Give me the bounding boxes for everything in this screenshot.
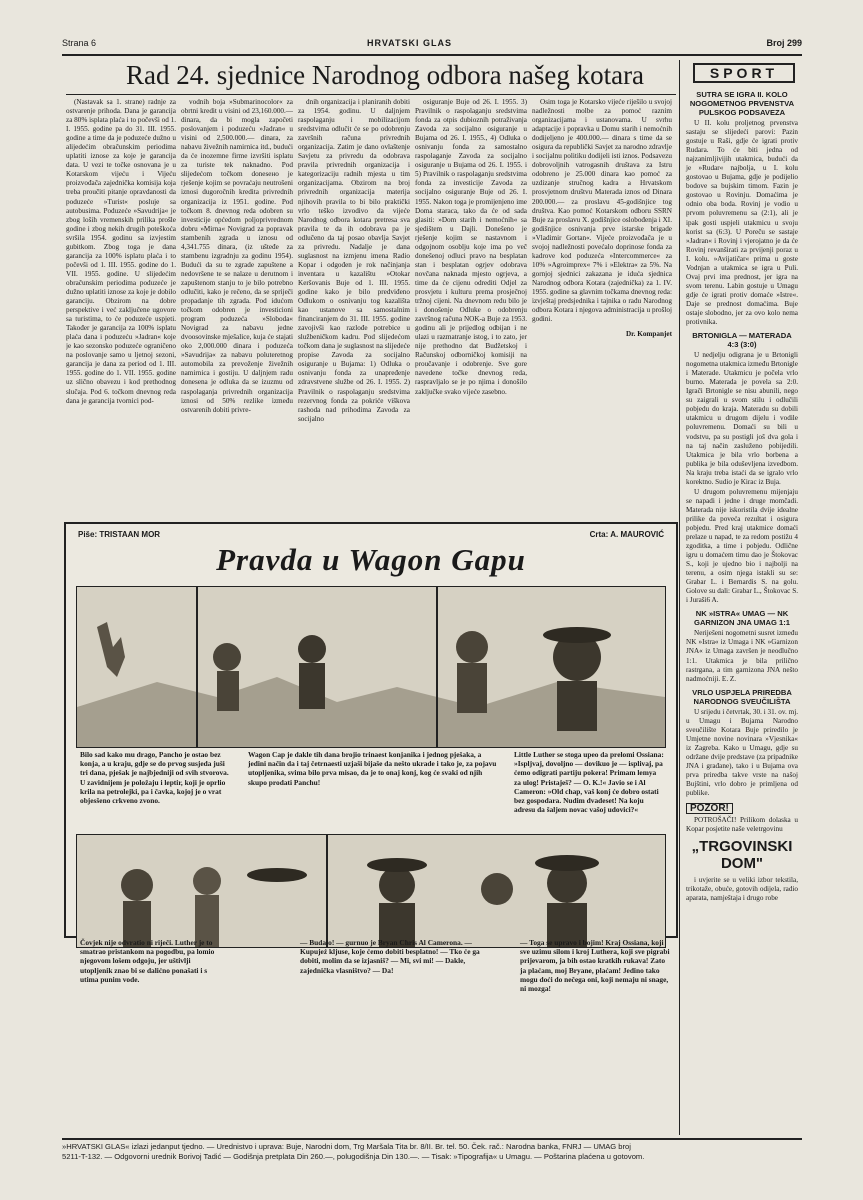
sport-column-rule [679, 60, 680, 1135]
masthead-name: HRVATSKI GLAS [367, 38, 453, 48]
sport-headline-1: SUTRA SE IGRA II. KOLO NOGOMETNOG PRVENSTVA PULSKOG PODSAVEZA [689, 90, 795, 117]
comic-panel-bottom [76, 834, 666, 948]
comic-illustration-top [77, 587, 665, 747]
comic-caption-4: Čovjek nije odvratio ni riječi. Luther je to smatrao pristankom na pogodbu, pa lomio njegovom lošem odgoju, jer uštivlji utopljenik znao bi se dalićno ponašati i s utima punim vode. [80, 938, 215, 984]
ad-text: i uvjerite se u veliki izbor tekstila, trikotaže, obuće, gotovih odijela, radio aparata, namještaja i drugo robe [686, 876, 798, 903]
comic-caption-2: Wagon Cap je dakle tih dana brojio trinaest konjanika i jednog pješaka, a jedini način da i taj četrnaesti uzjaši bijaše da nešto ukrade i tako je, za pojavu utopljenika, svima bilo prva misao, da je to onaj konj, kog će svaki od njih skupo prodati Panchu! [248, 750, 497, 787]
comic-title: Pravda u Wagon Gapu [216, 542, 526, 577]
sport-headline-2: BRTONIGLA — MATERADA 4:3 (3:0) [692, 331, 792, 350]
footer-rule [62, 1138, 802, 1140]
sport-headline-3: NK »ISTRA« UMAG — NK GARNIZON JNA UMAG 1:1 [694, 609, 790, 628]
comic-panel-top [76, 586, 666, 748]
sport-paragraph: Neriješeni nogometni susret između NK »Istra« iz Umaga i NK »Garnizon JNA« iz Umaga završen je neodlučno 1:1. Utakmica je bila prilično rastrgana, a tim garnizona JNA nešto nadmoćniji. E. Z. [686, 629, 798, 683]
sport-paragraph: U srijedu i četvrtak, 30. i 31. ov. mj. u Umagu i Bujama Narodno sveučilište Kotara Buje priredilo je Umjetne novine novinara »Vjesnika« iz Zagreba. Kako u Umagu, gdje su održane dvije predstave (za pripadnike JNA i građane), tako i u Bujama ova prva priredba takve vrste na našoj Bujštini, vrlo dobro je primljena od publike. [686, 707, 798, 798]
comic-artist: Crta: A. MAUROVIĆ [589, 530, 664, 539]
pozor-label: POZOR! [686, 803, 733, 814]
sport-paragraph: U nedjelju odigrana je u Brtonigli nogometna utakmica između Brtonigle i Materade. Utakmicu je počela vrlo burno. Materada je povela sa 2:0. Igrači Brtonigle se nisu abunili, nego su zaigrali u svom stilu i odlučili pobjedu do kraja. Materadu su dobili utakmicu u drugom dijelu i vodile poluvremenu. Domaći su bili u vodstvu, pa su postigli još dva gola i na taj način zasluženo pobijedili. Utakmica je bila vrlo borbena a publika je bila oduševljena izvedbom. Na kraju treba istaći da se igralo vrlo korektno. Sudio je Kirac iz Buja. [686, 351, 798, 486]
ad-intro: POTROŠAČI! Prilikom dolaska u Kopar posjetite naše veletrgovinu [686, 816, 798, 834]
imprint-line-1: »HRVATSKI GLAS« izlazi jedanput tjedno. — Urednistvo i uprava: Buje, Narodni dom, Trg Maršala Tita br. 8/II. Br. tel. 50. Ček. rač.: Narodna banka, FNRJ — UMAG broj [62, 1142, 631, 1151]
comic-caption-5: — Budalo! — gurnuo je Bryan Chris Al Camerona. — Kupujeź kljuse, koje ćemo dobiti besplatno! — Tko će ga dobiti, molim da se izjasniš? — Mi, svi mi! — Dakle, zajednička vlasništvo? — Da! [300, 938, 480, 975]
header-rule [62, 54, 802, 56]
sport-column [686, 86, 798, 904]
comic-writer: Piše: TRISTAAN MOR [78, 530, 161, 539]
sport-headline-4: VRLO USPJELA PRIREDBA NARODNOG SVEUČILIŠTA [692, 687, 792, 706]
imprint-footer [62, 1142, 800, 1162]
article-column-2: vodnih boja »Submarinocolor« za obrtni kredit u visini od 23,160.000.— dinara, da bi mogla započeti poslovanjem i poduzeću »Jadran« u visini od 2,500.000.— dinara, za nabavu živežnih namirnica itd., budući da će inozemne firme izvršiti isplatu za turiste tek naknadno. Pod slijedećom točkom donesено je rješenje kojim se povraćaju neutrošeni iznosi dugoročnih kredita privrednih organizacija iz 1951. godine. Pod točkom 8. dnevnog reda odobren su investicije općedom poljoprivrednom dobru »Mirna« Novigrad za popravak stambenih zgrada u iznosu od 4,341.755 dinara, (iz ušteđe za stambenu izgradnju za godinu 1954). Budući da su te zgrade zapuštene a nedovršene te se nalaze u derutnom i zapuštenom stanju to je bilo potrebno odlučiti, kako je rečeno, da se spriječi propadanje tih zgrada. Pod idućom točkom odobren je investicioni program poduzeća »Sloboda« Novigrad za nabavu jedne dvoosovinske mješalice, kuja će stajati oko 2,000.000 dinara i poduzeća »Savudrija« za nabavu poluteretnog automobila za prevoženje živežnih namirnica i gostiju. U daljnjem radu donesena je odluka da se izuzmu od raspolaganja privrednih organizacija iznosi od 50% rezlike između ostvarenih dobiti privre- [181, 98, 293, 414]
comic-caption-6: — Toga se upravo i bojim! Kraj Ossiana, koji sve uzimu silom i kroj Luthera, koji sve pigrabi prijevarom, ja bih ostao kratkih rukava! Zato ja plaćam, moj Bryane, plaćam! Jedino tako mogu doći do nečega oni, koji nemaju ni snage, ni mozga! [520, 938, 670, 994]
article-column-3: dnih organizacija i planiranih dobiti za 1954. godinu. U daljnjem raspolaganju i mobilizacijom sredstvima odlučit će se po odobrenju završnih računa privrednih organizacija. Zatim je dano ovlaštenje Savjetu za privredu da odobrava pravila privrednih organizacija i kategorizaciju radnih mjesta u tim organizacijama. Obzirom na broj privrednih organizacija materija njihovih pravila to bi bilo praktički vrlo teško izvodivo da vijeće Narodnog odbora kotara pretresa sva pravila te da ih odobrava pa je odlučeno da taj posao obavlja Savjet za privredu. Nadalje je dana suglasnost na izmjenu imena Radio Kopar i odgođen je rok načinjanja inventara u kazalištu »Otokar Keršovanis Buje od 1. III. 1955. godine kako je bilo predviđeno Odlukom o osnivanju tog kazališta kao ustanove sa samostalnim financiranjem do 31. III. 1955. godine zavojivši kao razlođe potrebice u službeničkom kadru. Pod slijedećom točkom dana je suglasnost na slijedeće propise Zavoda za socijalno osiguranje u Bujama: 1) Odluka o osnivanju fonda za unapređenje zdravstvene službe od 26. I. 1955. 2) Pravilnik o raspolaganju sredstvima rezervnog fonda za pokriće viškova rashoda nad prihodima Zavoda za socijalno [298, 98, 410, 423]
comic-caption-1: Bilo sad kako mu drago, Pancho je ostao bez konja, a u kraju, gdje se do prvog susjeda juši tri dana, pješak je najbjedniji od svih stvorova. U zavidnijem je položaju i leptir, koji je oprlio krila na petrolejki, pa i čavka, kojoj je o vrat objesšeno crkveno zvono. [80, 750, 229, 806]
article-column-4: osiguranje Buje od 26. I. 1955. 3) Pravilnik o raspolaganju sredstvima fonda za otpis dubioznih potraživanja Zavoda za socijalno osiguranje u Bujama od 26. I. 1955., 4) Odluka o osnivanju fonda za samostalno raspolaganje Zavoda za socijalno osiguranje u Bujama od 26. I. 1955. i 5) Pravilnik o raspolaganju sredstvima fonda za investicije Zavoda za socijalno osiguranje Buje od 26. I. 1955. Nakon toga je promijenjeno ime Doma staraca, tako da će od sada glasiti: »Dom starih i nemoćnih« sa sjedištem u Dajli. Donešeno je rješenje kojim se nastavnom i odgojnom osoblju koje ima po več donešenoj odluci pravo na besplatan stan i besplatan ogrjev odobrava novčana naknada mjesto ogrjeva, a time da će cijenu odrediti Odjel za prosvjetu i kulturu prema prosječnoj tržnoj cijeni. Na dnevnom redu bilo je i donošenje Odluke o odobrenju završnog računa NOK-a Buje za 1953. godinu ali je prijedlog odbijan i ne ulazi u razmatranje istog, i to zato, jer nije prethodno dat Budžetskoj i Računskoj odborničkoj komisiji na proučavanje i odobrenje. Sve gore navedene točke dnevnog reda, raspravljalo se je po njima i donošilo zaključke svako vijeće zasebno. [415, 98, 527, 396]
sport-paragraph: U II. kolu proljetnog prvenstva sastaju se slijedeći parovi: Pazin gostuje u Raši, gdje će igrati protiv Rudara. To će biti jedna od najzanimljivijih utakmica, budući da je »Rudar« najbolja, u I. kolu gostovao u Bujama, gdje je podijelio bodove sa bujskim timom. Fazin je gostovao u Rovinju. Domaćima je odnio oba boda. Rovinj je vodio u prvom poluvremenu sa (2:1), ali je ipak gosti uspjeli utakmicu u svoju korist sa (6:3). U Poreču se sastaje »Jadran« i Rovinj i vjerojatno je da će Rovinj revanširati za prvijenji poraz u I. kolu. »Avijatičar« prima u goste Vodnjan a utakmica se igra u Puli. Ovaj prvi ima prednost, jer igra na svom terenu. Labin gostuje u Umagu gdje će igrati protiv domaće »Istre«. Daje se prednost domaćima. Buje ostaje slobodno, jer za ovo kolo nema protivnika. [686, 119, 798, 327]
page-header [62, 38, 802, 54]
article-signature: Dr. Kompanjet [625, 330, 672, 339]
sport-section-title: SPORT [693, 63, 795, 83]
imprint-line-2: 5211-T-132. — Odgovorni urednik Borivoj Tadić — Godišnja pretplata Din 260.—, polugodišnja Din 130.—. — Tisak: »Tipografija« u Umagu. — Poštarina plaćena u gotovom. [62, 1152, 645, 1161]
issue-number: Broj 299 [766, 38, 802, 48]
headline-rule [66, 94, 676, 95]
ad-store-name: „TRGOVINSKI DOM" [691, 838, 793, 873]
comic-illustration-bottom [77, 835, 665, 947]
sport-paragraph: U drugom poluvremenu mijenjaju se napadi i jedne i druge momčadi. Materada nije iskoristila dvije idealne prilike da poveća rezultat i osigura pobjedu. Pred kraj utakmice domaći prelaze u napad, te za redom postižu 4 zgoditka, a time i pobjedu. Odlične igru u domaćem timu dao je Štokovac S., koji je ujedno bio i najbolji na terenu, a osim njega istakli su se: Grabar L. i Bernardis S. na golu. Golove su dali: Grabar L., Štokovac S. i Juraši6 A. [686, 487, 798, 605]
article-headline: Rad 24. sjednice Narodnog odbora našeg kotara [125, 60, 645, 90]
comic-caption-3: Little Luther se stoga upeo da prelomi Ossiana: »Ispljvaj, dovoljno — dovikuo je — isplivaj, pa ćemo odigrati partiju pokera! Primam lemya za ulog! Pristaješ? — O. K.!« Javio se i Al Cameron: »Old chap, vaš konj će dobro ostati bez gospodara. Nudim dvadeset! Na koju adresu da šaljem novac vašoj udovici?« [514, 750, 664, 815]
article-column-1: (Nastavak sa 1. strane) radnje za ostvarenje prihoda. Dana je garancija za 80% isplata plaća i to počevši od 1. I. 1955. godine pa do 31. III. 1955. godine a time da je poduzeće dužno u alijedećim obračunskim periodima uplatiti iznose za koje je garancija data. U vezi te točke osnovana je u Kotarskom vijeću i Vijeću proizvođača zajednička komisija koja treba proučiti pitanje opravdanosti da poduzeće »Turist« posluje sa autobusima. Poduzeće »Savudrija« je zbog loših vremenskih prilika prošle godine i zbog nekih drugih poteškoća svršila 1954. godinu sa izvjestim gubitkom. Zbog toga je dana garancija za 100% isplatu plaća i to počevši od 1. III. 1955. godine do 1. VII. 1955. godine. U slijedećim obračunskim periodima poduzeće je dužno uplatiti iznose za koje je dobilo garanciju. Obzirom na dobre perspektive i već zaključene ugovore sa turistima, to će poduzeće uspjeti. Također je garancija za 100% isplatu plaća dana i poduzeću »Jadran« koje je kao sezonsko poduzeće ograničeno na poslovanje samo u ljetnoj sezoni, garancija je dana za period od 1. III. 1955. godine do 1. VII. 1955. godine uz slično obavezu i kod prethodnog slučaja. Pod 6. točkom dnevnog reda dana je garancija tvornici pod- [66, 98, 176, 405]
comic-strip [64, 522, 678, 938]
page-number: Strana 6 [62, 38, 97, 48]
article-column-5: Osim toga je Kotarsko vijeće riješilo u svojoj nadležnosti molbe za pomoć raznim organizacijama i ustanovama. U svrhu adaptacije i popravka u Domu starih i nemoćnih dodijeljeno je 400.000.— dinara s time da se osigura da republički Savjet za narodno zdravlje i socijalnu politiku dodijeli isti iznos. Podsavezu dobrovoljnih vatrogasnih društava za Istru odobreno je 25.000 dinara kao pomoć za uzdizanje stručnog kadra a Hrvatskom prosvjetnom društvu Materada iznos od Dinara 200.000.— za proslavu 45-godišnjice tog društva. Kao pomoć Kotarskom odboru SSRN Buje za proslavu X. godišnjice oslobođenja i XI. godišnjice osnivanja prve istarske brigade »Vladimir Gortan«. Vijeće proizvođača je u svojoj nadležnosti povećalo doprinose fonda za kadrove kod poduzeća »Intercommerce« za 10% »Agroimprex« 7% i »Elektra« za 5%. Na gornjoj sjednici zakazana je iduća sjednica Narodnog odbora Kotara (zajednička) za 1. IV. 1955. godine sa glavnim točkama dnevnog reda: izvještaj predsjednika i tajnika o radu Narodnog odbora Kotara i njegova administracija u prošloj godini. Dr. Kompanjet [532, 98, 672, 339]
